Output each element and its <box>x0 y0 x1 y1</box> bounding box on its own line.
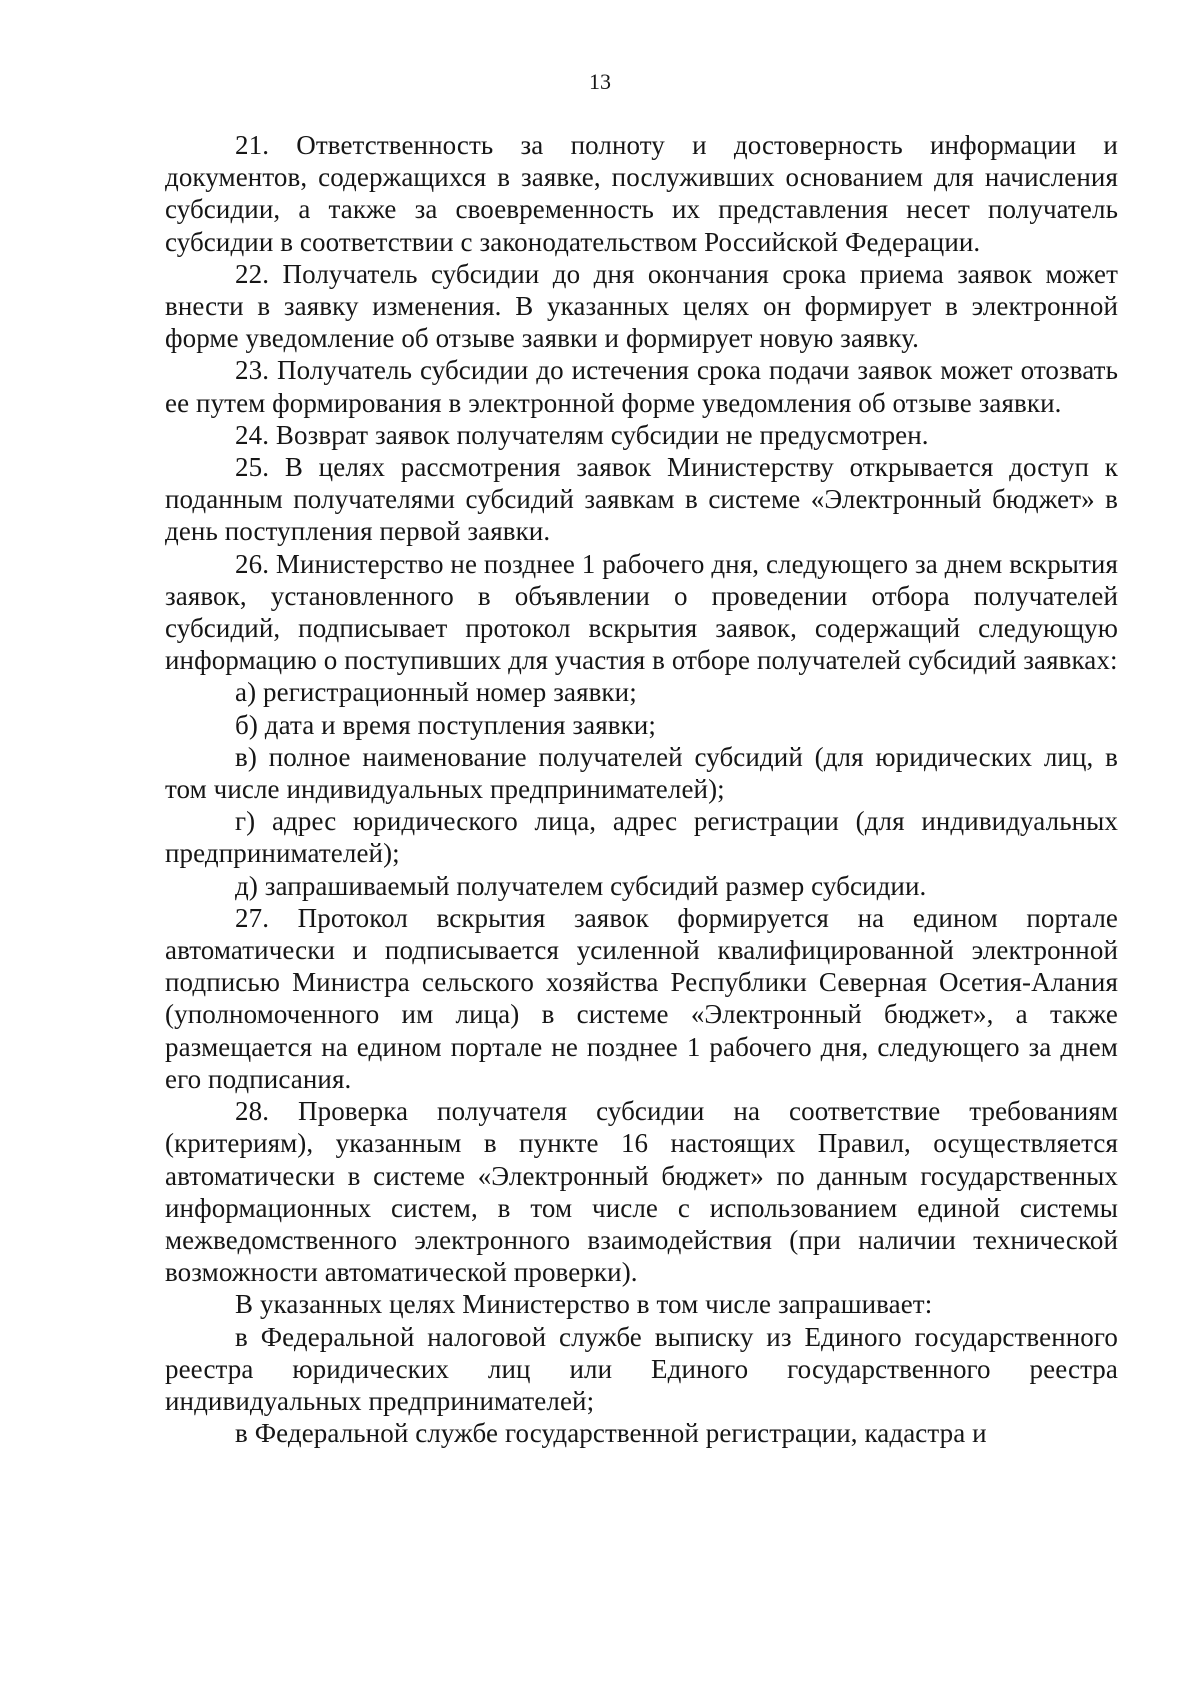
paragraph-requests-intro: В указанных целях Министерство в том числе запрашивает: <box>235 1289 933 1320</box>
paragraph-27: 27. Протокол вскрытия заявок формируется на едином портале автоматически и подписывается усиленной квалифицированной электронной подписью Министра сельского хозяйства Республики Северная Осетия-Алания (уполномоченного им лица) в системе «Электронный бюджет», а также размещается на едином портале не позднее 1 рабочего дня, следующего за днем его подписания. <box>165 902 1118 1094</box>
list-item-g: г) адрес юридического лица, адрес регистрации (для индивидуальных предпринимателей); <box>165 806 1118 869</box>
page-number: 13 <box>589 69 611 94</box>
paragraph-28: 28. Проверка получателя субсидии на соответствие требованиям (критериям), указанным в пункте 16 настоящих Правил, осуществляется автоматически в системе «Электронный бюджет» по данным государственных информационных систем, в том числе с использованием единой системы межведомственного электронного взаимодействия (при наличии технической возможности автоматической проверки). <box>165 1096 1118 1288</box>
list-item-d: д) запрашиваемый получателем субсидий размер субсидии. <box>235 870 927 901</box>
paragraph-tax-service: в Федеральной налоговой службе выписку из Единого государственного реестра юридических лиц или Единого государственного реестра индивидуальных предпринимателей; <box>165 1321 1118 1416</box>
paragraph-22: 22. Получатель субсидии до дня окончания срока приема заявок может внести в заявку изменения. В указанных целях он формирует в электронной форме уведомление об отзыве заявки и формирует новую заявку. <box>165 258 1118 354</box>
paragraph-26: 26. Министерство не позднее 1 рабочего дня, следующего за днем вскрытия заявок, установленного в объявлении о проведении отбора получателей субсидий, подписывает протокол вскрытия заявок, содержащий следующую информацию о поступивших для участия в отборе получателей субсидий заявках: <box>165 548 1118 676</box>
list-item-v: в) полное наименование получателей субсидий (для юридических лиц, в том числе индивидуальных предпринимателей); <box>165 741 1118 805</box>
paragraph-registration-service: в Федеральной службе государственной регистрации, кадастра и <box>235 1418 987 1449</box>
paragraph-24: 24. Возврат заявок получателям субсидии не предусмотрен. <box>235 419 929 450</box>
list-item-b: б) дата и время поступления заявки; <box>235 709 656 740</box>
paragraph-25: 25. В целях рассмотрения заявок Министерству открывается доступ к поданным получателями субсидий заявкам в системе «Электронный бюджет» в день поступления первой заявки. <box>165 452 1118 547</box>
list-item-a: а) регистрационный номер заявки; <box>235 677 637 708</box>
paragraph-23: 23. Получатель субсидии до истечения срока подачи заявок может отозвать ее путем формирования в электронной форме уведомления об отзыве заявки. <box>165 355 1118 418</box>
paragraph-21: 21. Ответственность за полноту и достоверность информации и документов, содержащихся в заявке, послуживших основанием для начисления субсидии, а также за своевременность их представления несет получатель субсидии в соответствии с законодательством Российской Федерации. <box>165 130 1118 257</box>
document-body <box>165 129 1118 1449</box>
